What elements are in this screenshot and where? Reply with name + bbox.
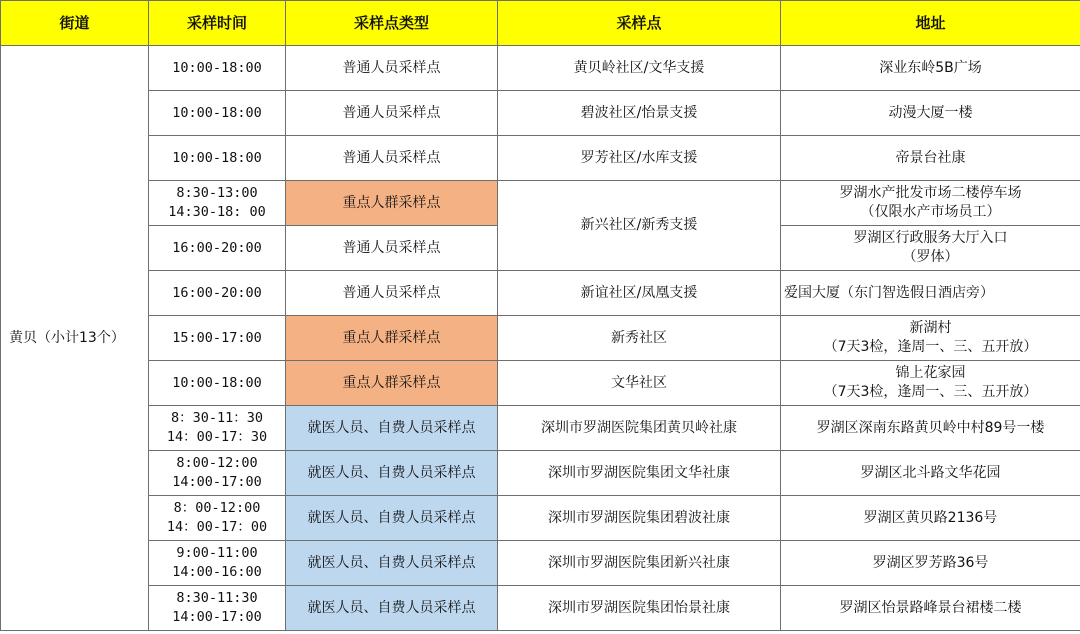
address-cell	[781, 541, 1080, 586]
header-site: 采样点	[498, 1, 781, 46]
address-cell	[781, 451, 1080, 496]
time-line: 8:30-13:00	[176, 185, 258, 201]
address-cell	[781, 181, 1080, 226]
time-cell	[149, 136, 286, 181]
type-cell-key: 重点人群采样点	[286, 316, 498, 361]
address-note: （7天3检，逢周一、三、五开放）	[823, 339, 1038, 355]
type-cell: 普通人员采样点	[286, 46, 498, 91]
time-line: 14:00-16:00	[172, 564, 262, 580]
type-cell: 普通人员采样点	[286, 271, 498, 316]
address-cell	[781, 46, 1080, 91]
time-cell	[149, 91, 286, 136]
address-line: 罗湖区罗芳路36号	[872, 554, 989, 571]
time-line: 8:00-12:00	[176, 455, 258, 471]
table-row	[1, 406, 1080, 451]
time-line: 14:00-17:00	[172, 609, 262, 625]
type-cell-key: 重点人群采样点	[286, 361, 498, 406]
address-line: 锦上花家园	[895, 365, 966, 381]
time-cell	[149, 46, 286, 91]
time-line: 10:00-18:00	[172, 149, 262, 166]
time-cell	[149, 586, 286, 631]
time-line: 15:00-17:00	[172, 329, 262, 346]
table-row	[1, 91, 1080, 136]
address-note: （仅限水产市场员工）	[860, 204, 1001, 220]
time-cell	[149, 406, 286, 451]
address-line: 罗湖区深南东路黄贝岭中村89号一楼	[816, 419, 1045, 436]
header-address: 地址	[781, 1, 1080, 46]
table-row	[1, 541, 1080, 586]
type-cell-medical: 就医人员、自费人员采样点	[286, 541, 498, 586]
time-cell	[149, 316, 286, 361]
time-cell	[149, 226, 286, 271]
type-cell: 普通人员采样点	[286, 226, 498, 271]
table-row	[1, 316, 1080, 361]
address-cell	[781, 91, 1080, 136]
time-line: 10:00-18:00	[172, 59, 262, 76]
address-cell	[781, 361, 1080, 406]
site-cell: 碧波社区/怡景支援	[498, 91, 781, 136]
time-line: 9:00-11:00	[176, 545, 258, 561]
site-cell: 黄贝岭社区/文华支援	[498, 46, 781, 91]
header-row	[1, 1, 1080, 46]
address-line: 新湖村	[909, 320, 952, 336]
address-cell	[781, 136, 1080, 181]
type-cell-medical: 就医人员、自费人员采样点	[286, 586, 498, 631]
address-cell	[781, 406, 1080, 451]
time-cell	[149, 361, 286, 406]
time-cell	[149, 541, 286, 586]
type-cell-medical: 就医人员、自费人员采样点	[286, 451, 498, 496]
table-row	[1, 361, 1080, 406]
address-cell	[781, 271, 1080, 316]
table-row	[1, 181, 1080, 226]
time-cell	[149, 496, 286, 541]
site-cell: 深圳市罗湖医院集团黄贝岭社康	[498, 406, 781, 451]
site-cell: 新谊社区/凤凰支援	[498, 271, 781, 316]
time-cell	[149, 271, 286, 316]
time-line: 14:00-17:00	[172, 474, 262, 490]
address-line: 爱国大厦（东门智选假日酒店旁）	[784, 284, 994, 301]
type-cell-medical: 就医人员、自费人员采样点	[286, 406, 498, 451]
time-line: 10:00-18:00	[172, 374, 262, 391]
address-cell	[781, 316, 1080, 361]
address-line: 罗湖水产批发市场二楼停车场	[839, 185, 1022, 201]
address-cell	[781, 226, 1080, 271]
table-row	[1, 136, 1080, 181]
site-cell: 罗芳社区/水库支援	[498, 136, 781, 181]
address-line: 深业东岭5B广场	[879, 59, 982, 76]
type-cell: 普通人员采样点	[286, 91, 498, 136]
time-line: 8:30-11:30	[176, 590, 258, 606]
time-line: 8：30-11：30	[170, 410, 264, 426]
time-line: 14:30-18: 00	[168, 204, 266, 220]
time-cell	[149, 181, 286, 226]
address-line: 罗湖区黄贝路2136号	[863, 509, 998, 526]
address-line: 罗湖区行政服务大厅入口	[853, 230, 1008, 246]
table-row	[1, 496, 1080, 541]
street-cell: 黄贝（小计13个）	[1, 46, 149, 631]
site-cell: 文华社区	[498, 361, 781, 406]
table-row	[1, 46, 1080, 91]
table-row	[1, 451, 1080, 496]
address-line: 帝景台社康	[895, 149, 966, 166]
address-note: （7天3检，逢周一、三、五开放）	[823, 384, 1038, 400]
site-cell: 新秀社区	[498, 316, 781, 361]
address-note: （罗体）	[902, 249, 959, 265]
site-cell: 新兴社区/新秀支援	[498, 181, 781, 271]
site-cell: 深圳市罗湖医院集团碧波社康	[498, 496, 781, 541]
time-cell	[149, 451, 286, 496]
time-line: 10:00-18:00	[172, 104, 262, 121]
header-time: 采样时间	[149, 1, 286, 46]
site-cell: 深圳市罗湖医院集团新兴社康	[498, 541, 781, 586]
header-type: 采样点类型	[286, 1, 498, 46]
time-line: 16:00-20:00	[172, 284, 262, 301]
time-line: 16:00-20:00	[172, 239, 262, 256]
header-street: 街道	[1, 1, 149, 46]
type-cell-medical: 就医人员、自费人员采样点	[286, 496, 498, 541]
address-line: 罗湖区怡景路峰景台裙楼二楼	[839, 599, 1022, 616]
time-line: 8：00-12:00	[173, 500, 261, 516]
address-cell	[781, 586, 1080, 631]
address-line: 罗湖区北斗路文华花园	[860, 464, 1001, 481]
address-line: 动漫大厦一楼	[888, 104, 973, 121]
site-cell: 深圳市罗湖医院集团怡景社康	[498, 586, 781, 631]
site-cell: 深圳市罗湖医院集团文华社康	[498, 451, 781, 496]
time-line: 14：00-17：30	[166, 429, 268, 445]
table-row	[1, 271, 1080, 316]
type-cell: 普通人员采样点	[286, 136, 498, 181]
type-cell-key: 重点人群采样点	[286, 181, 498, 226]
time-line: 14：00-17：00	[166, 519, 268, 535]
table-row	[1, 586, 1080, 631]
address-cell	[781, 496, 1080, 541]
